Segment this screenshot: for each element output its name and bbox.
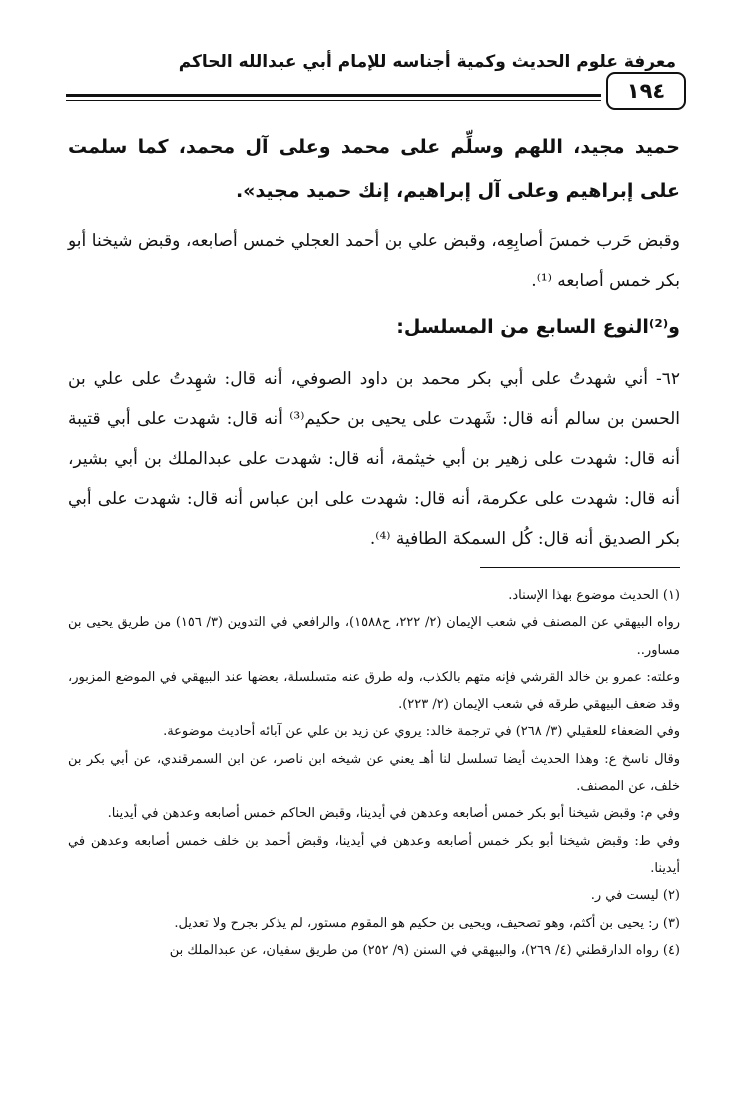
section-heading: و⁽²⁾النوع السابع من المسلسل: bbox=[396, 316, 680, 338]
paragraph-qabd: وقبض حَرب خمسَ أصابِعِه، وقبض علي بن أحمد العجلي خمس أصابعه، وقبض شيخنا أبو بكر خمس أصابعه ⁽¹⁾. bbox=[68, 231, 680, 291]
footnote-line: وقال ناسخ ع: وهذا الحديث أيضا تسلسل لنا أهـ يعني عن شيخه ابن ناصر، عن ابن السمرقندي، عن أبي بكر بن خلف، عن المصنف. bbox=[68, 751, 680, 795]
main-text bbox=[68, 125, 680, 559]
footnote-line: وفي ط: وقبض شيخنا أبو بكر خمس أصابعه وعدهن في أيدينا، وقبض أحمد بن خلف خمس أصابعه وعدهن في أيدينا. bbox=[68, 833, 680, 876]
footnote-line: (٣) ر: يحيى بن أكثم، وهو تصحيف، ويحيى بن حكيم هو المقوم مستور، لم يذكر بجرح ولا تعديل. bbox=[174, 915, 680, 931]
footnote-line: وعلته: عمرو بن خالد القرشي فإنه متهم بالكذب، وله طرق عنه متسلسلة، بعضها عند البيهقي في الموضع المزبور، وقد ضعف البيهقي طرقه في شعب الإيمان (٢/ ٢٢٣). bbox=[68, 669, 680, 713]
header-rule-thick bbox=[66, 94, 601, 97]
page-number: ١٩٤ bbox=[606, 72, 686, 110]
footnote-line: (٢) ليست في ر. bbox=[590, 888, 680, 904]
header-rule-thin bbox=[66, 100, 601, 101]
footnote-line: (١) الحديث موضوع بهذا الإسناد. bbox=[508, 588, 680, 603]
lead-paragraph: حميد مجيد، اللهم وسلِّم على محمد وعلى آل محمد، كما سلمت على إبراهيم وعلى آل إبراهيم، إنك حميد مجيد». bbox=[68, 136, 680, 202]
footnote-separator bbox=[480, 567, 680, 568]
footnotes bbox=[68, 582, 680, 964]
footnote-line: وفي م: وقبض شيخنا أبو بكر خمس أصابعه وعدهن في أيدينا، وقبض الحاكم خمس أصابعه وعدهن في أيدينا. bbox=[107, 806, 680, 822]
footnote-line: وفي الضعفاء للعقيلي (٣/ ٢٦٨) في ترجمة خالد: يروي عن زيد بن علي عن آبائه أحاديث موضوعة. bbox=[163, 724, 680, 740]
footnote-line: رواه البيهقي عن المصنف في شعب الإيمان (٢/ ٢٢٢، ح١٥٨٨)، والرافعي في التدوين (٣/ ١٥٦) من طريق يحيى بن مساور.. bbox=[68, 615, 680, 658]
running-title: معرفة علوم الحديث وكمية أجناسه للإمام أبي عبدالله الحاكم bbox=[178, 52, 676, 72]
footnote-line: (٤) رواه الدارقطني (٤/ ٢٦٩)، والبيهقي في السنن (٩/ ٢٥٢) من طريق سفيان، عن عبدالملك بن bbox=[169, 942, 680, 958]
hadith-paragraph: ٦٢- أني شهدتُ على أبي بكر محمد بن داود الصوفي، أنه قال: شهِدتُ على علي بن الحسن بن سالم أنه قال: شَهدت على يحيى بن حكيم⁽³⁾ أنه قال: شهدت على أبي قتيبة أنه قال: شهدت على زهير بن أبي خيثمة، أنه قال: شهدت على عبدالملك بن أبي بشير، أنه قال: شهدت على عكرمة، أنه قال: شهدت على ابن عباس أنه قال: شهدت على أبي بكر الصديق أنه قال: كُل السمكة الطافية ⁽⁴⁾. bbox=[68, 369, 680, 549]
